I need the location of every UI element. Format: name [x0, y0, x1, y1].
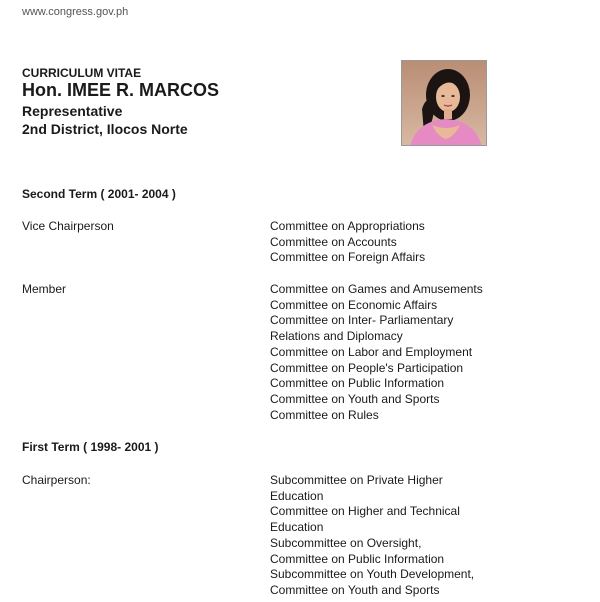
person-position: Representative — [22, 103, 123, 119]
committee-item: Education — [270, 520, 324, 535]
committee-item: Committee on Rules — [270, 407, 379, 422]
committee-list — [270, 473, 474, 599]
committee-item: Committee on Higher and Technical — [270, 504, 460, 519]
committee-item: Subcommittee on Oversight, — [270, 535, 422, 550]
committee-item: Subcommittee on Private Higher — [270, 473, 443, 487]
committee-item: Committee on Games and Amusements — [270, 282, 483, 296]
committee-item: Committee on Labor and Employment — [270, 344, 473, 359]
committee-item: Education — [270, 488, 324, 503]
committee-list — [270, 219, 425, 266]
committee-list — [270, 282, 483, 423]
committee-item: Committee on Economic Affairs — [270, 297, 438, 312]
committee-item: Committee on Youth and Sports — [270, 582, 440, 597]
role-label: Vice Chairperson — [22, 219, 114, 233]
committee-item: Committee on Public Information — [270, 551, 445, 566]
committee-item: Committee on Accounts — [270, 234, 397, 249]
source-url: www.congress.gov.ph — [22, 6, 129, 18]
portrait-image — [402, 61, 487, 146]
committee-item: Committee on Youth and Sports — [270, 391, 440, 406]
person-district: 2nd District, Ilocos Norte — [22, 121, 188, 137]
role-label: Chairperson: — [22, 473, 91, 487]
role-label: Member — [22, 282, 67, 296]
committee-item: Committee on People's Participation — [270, 360, 464, 375]
portrait-photo — [401, 60, 487, 146]
committee-item: Committee on Public Information — [270, 376, 445, 391]
document-label: CURRICULUM VITAE — [22, 66, 142, 80]
committee-item: Subcommittee on Youth Development, — [270, 567, 475, 582]
committee-item: Committee on Appropriations — [270, 219, 425, 233]
committee-item: Committee on Foreign Affairs — [270, 250, 426, 265]
term-heading: First Term ( 1998- 2001 ) — [22, 440, 159, 454]
committee-item: Committee on Inter- Parliamentary — [270, 313, 454, 328]
committee-item: Relations and Diplomacy — [270, 329, 403, 344]
person-name: Hon. IMEE R. MARCOS — [22, 80, 219, 100]
term-heading: Second Term ( 2001- 2004 ) — [22, 187, 176, 201]
